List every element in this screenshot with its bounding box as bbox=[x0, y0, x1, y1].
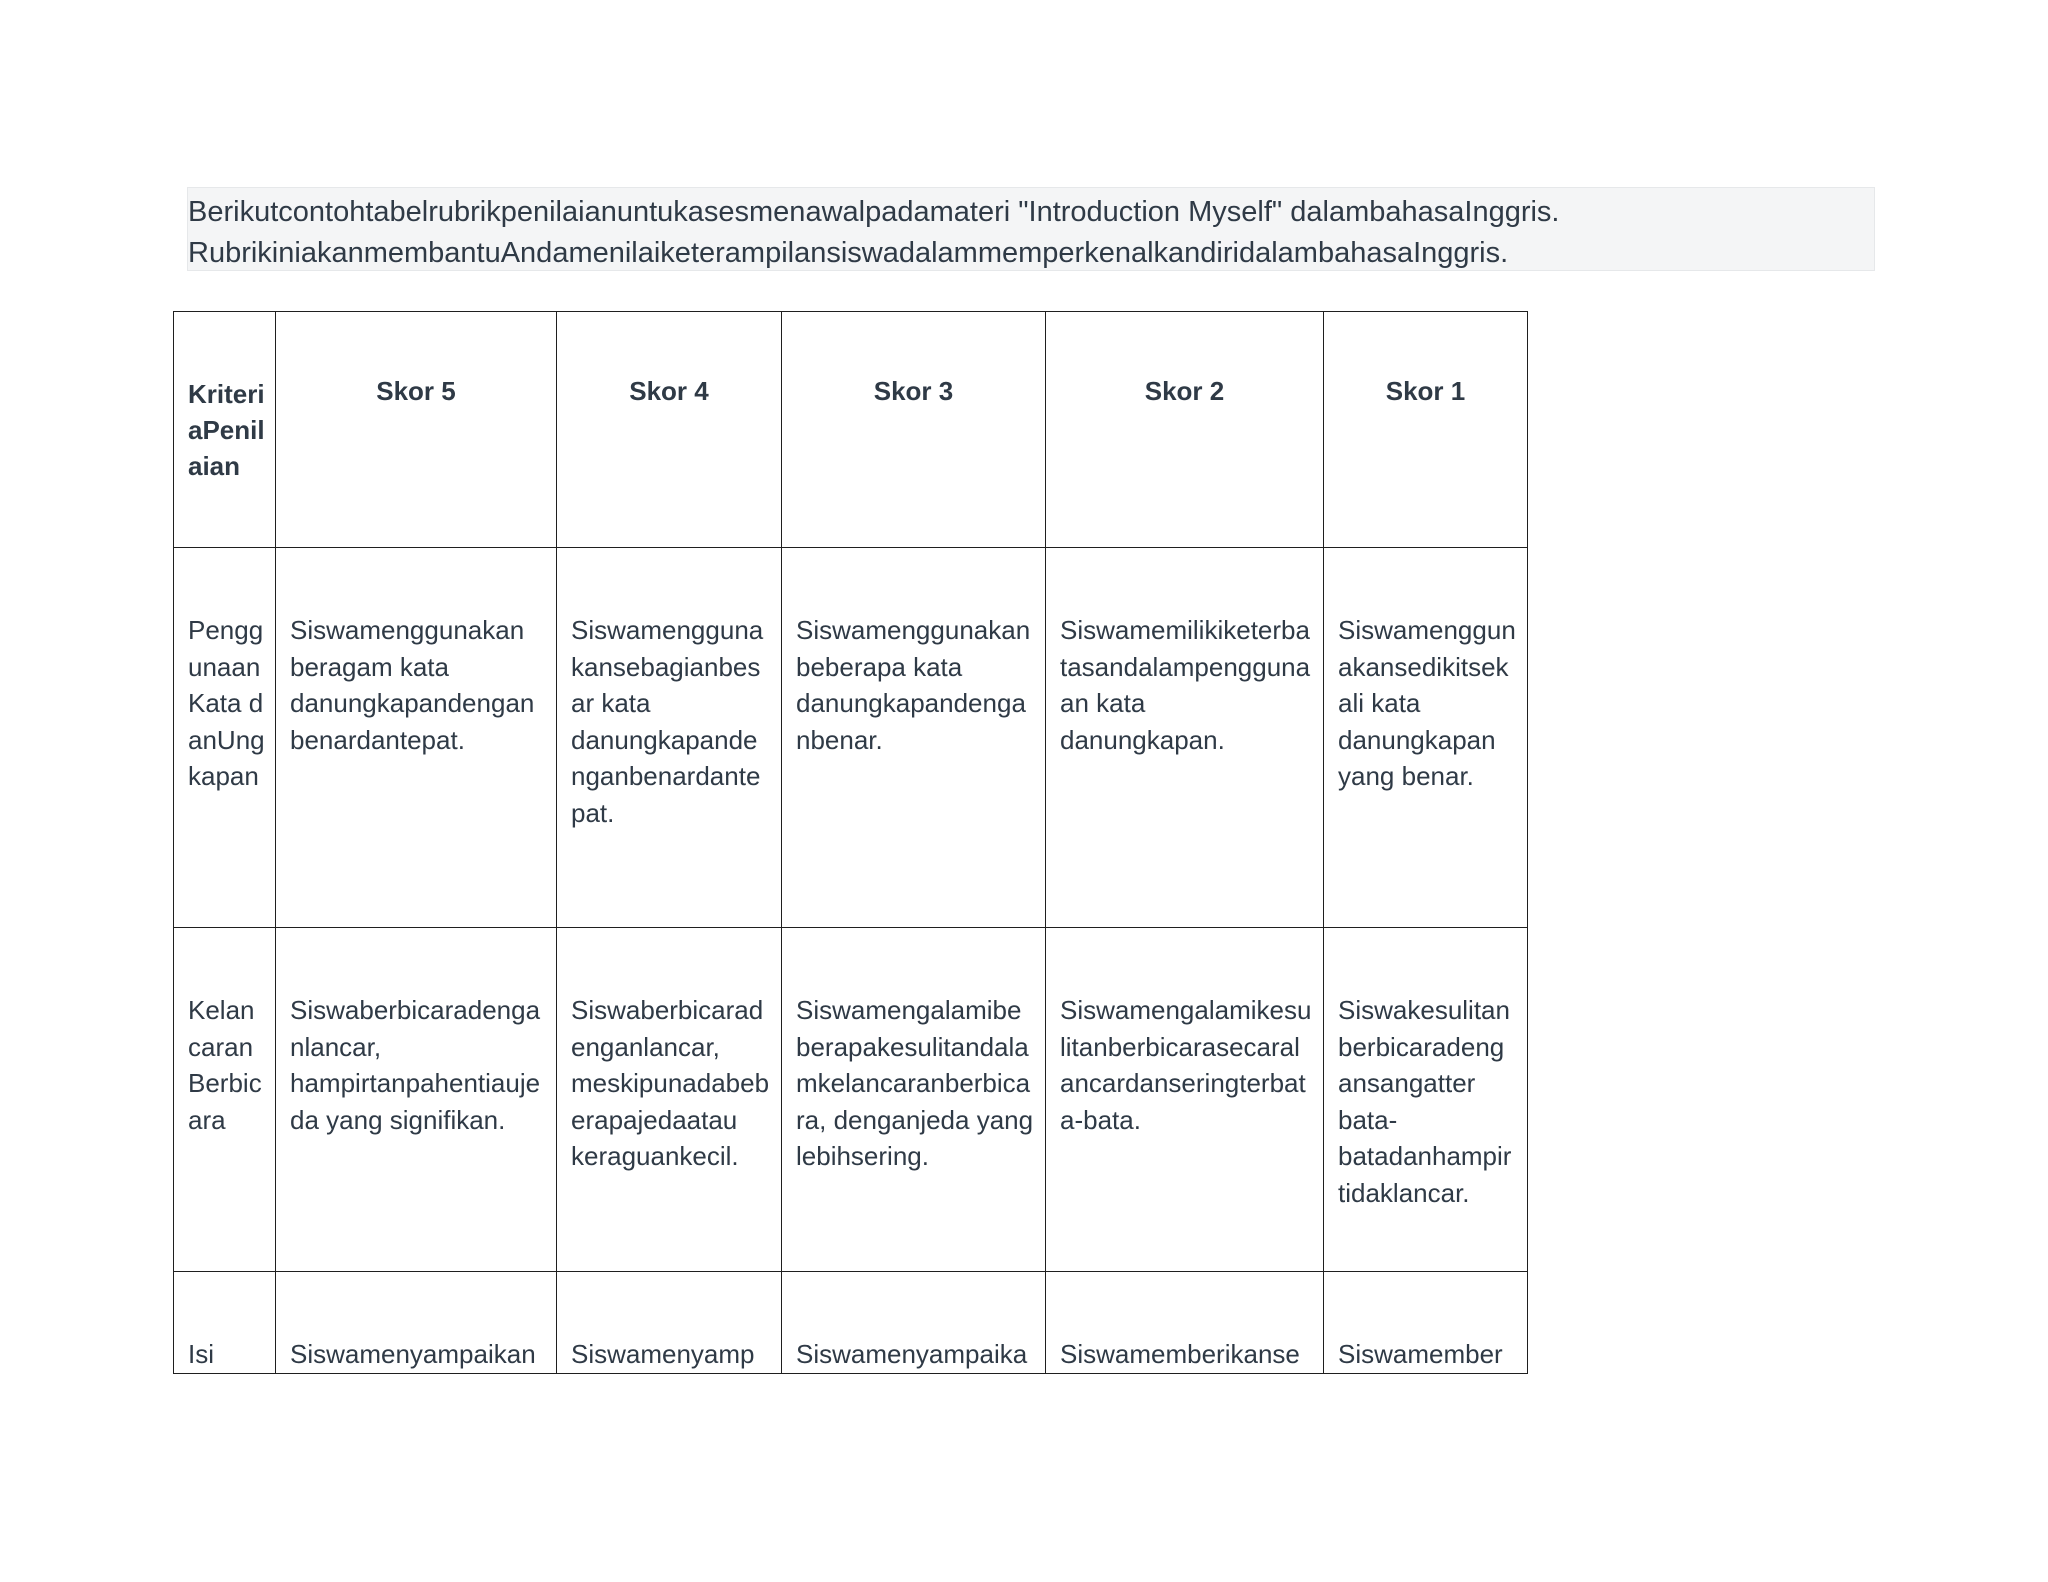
score-text: Siswamenyamp bbox=[571, 1339, 755, 1369]
score-cell bbox=[557, 928, 782, 1272]
score-text: Siswaberbicaradenganlancar, meskipunadabeberapajedaatau keraguankecil. bbox=[571, 995, 770, 1171]
intro-line-2: RubrikiniakanmembantuAndamenilaiketerampilansiswadalammemperkenalkandiridalambahasaInggris. bbox=[188, 237, 1509, 269]
table-row bbox=[174, 928, 1528, 1272]
score-text: Siswamenggunakanbeberapa kata danungkapandenganbenar. bbox=[796, 615, 1031, 755]
table-row bbox=[174, 548, 1528, 928]
score-text: Siswakesulitanberbicaradengansangatter bata-batadanhampirtidaklancar. bbox=[1338, 995, 1512, 1208]
criteria-cell bbox=[174, 548, 276, 928]
header-skor-5-label: Skor 5 bbox=[376, 376, 456, 406]
table-header-row bbox=[174, 312, 1528, 548]
score-cell bbox=[1324, 928, 1528, 1272]
header-skor-5 bbox=[276, 312, 557, 548]
score-cell bbox=[557, 548, 782, 928]
criteria-text: KelancaranBerbicara bbox=[188, 995, 262, 1135]
score-cell bbox=[1324, 1272, 1528, 1374]
criteria-text: PenggunaanKata danUngkapan bbox=[188, 615, 265, 791]
score-cell bbox=[557, 1272, 782, 1374]
header-criteria-label: KriteriaPenilaian bbox=[188, 379, 265, 481]
header-skor-2-label: Skor 2 bbox=[1144, 376, 1225, 406]
rubric-table bbox=[173, 311, 1528, 1374]
criteria-cell bbox=[174, 1272, 276, 1374]
header-skor-3 bbox=[782, 312, 1046, 548]
score-cell bbox=[1046, 1272, 1324, 1374]
header-skor-4 bbox=[557, 312, 782, 548]
intro-line-1: Berikutcontohtabelrubrikpenilaianuntukasesmenawalpadamateri "Introduction Myself" dalambahasaInggris. bbox=[188, 196, 1560, 228]
header-skor-2 bbox=[1046, 312, 1324, 548]
score-text: Siswaberbicaradenganlancar, hampirtanpahentiaujeda yang signifikan. bbox=[290, 995, 541, 1135]
score-cell bbox=[276, 548, 557, 928]
header-skor-3-label: Skor 3 bbox=[873, 376, 954, 406]
score-cell bbox=[1046, 928, 1324, 1272]
score-cell bbox=[1046, 548, 1324, 928]
header-skor-1-label: Skor 1 bbox=[1385, 376, 1466, 406]
header-skor-4-label: Skor 4 bbox=[629, 376, 709, 406]
score-text: Siswamemberikanse bbox=[1060, 1339, 1300, 1369]
score-cell bbox=[782, 1272, 1046, 1374]
intro-paragraph bbox=[187, 187, 1875, 271]
score-cell bbox=[276, 928, 557, 1272]
score-text: Siswamengalamikesulitanberbicarasecaralancardanseringterbata-bata. bbox=[1060, 995, 1312, 1135]
header-skor-1 bbox=[1324, 312, 1528, 548]
score-cell bbox=[782, 548, 1046, 928]
score-text: Siswamenggunakansedikitsekali kata danungkapan yang benar. bbox=[1338, 615, 1516, 791]
score-cell bbox=[782, 928, 1046, 1272]
score-text: Siswamember bbox=[1338, 1339, 1503, 1369]
header-criteria bbox=[174, 312, 276, 548]
score-text: Siswamenggunakansebagianbesar kata danungkapandenganbenardantepat. bbox=[571, 615, 764, 828]
score-text: Siswamengalamibeberapakesulitandalamkelancaranberbicara, denganjeda yang lebihsering. bbox=[796, 995, 1034, 1171]
score-cell bbox=[276, 1272, 557, 1374]
criteria-text: Isi bbox=[188, 1339, 214, 1369]
score-text: Siswamemilikiketerbatasandalampenggunaan kata danungkapan. bbox=[1060, 615, 1311, 755]
score-text: Siswamenyampaika bbox=[796, 1339, 1028, 1369]
score-cell bbox=[1324, 548, 1528, 928]
table-row bbox=[174, 1272, 1528, 1374]
criteria-cell bbox=[174, 928, 276, 1272]
score-text: Siswamenyampaikan bbox=[290, 1339, 536, 1369]
score-text: Siswamenggunakan beragam kata danungkapandenganbenardantepat. bbox=[290, 615, 535, 755]
